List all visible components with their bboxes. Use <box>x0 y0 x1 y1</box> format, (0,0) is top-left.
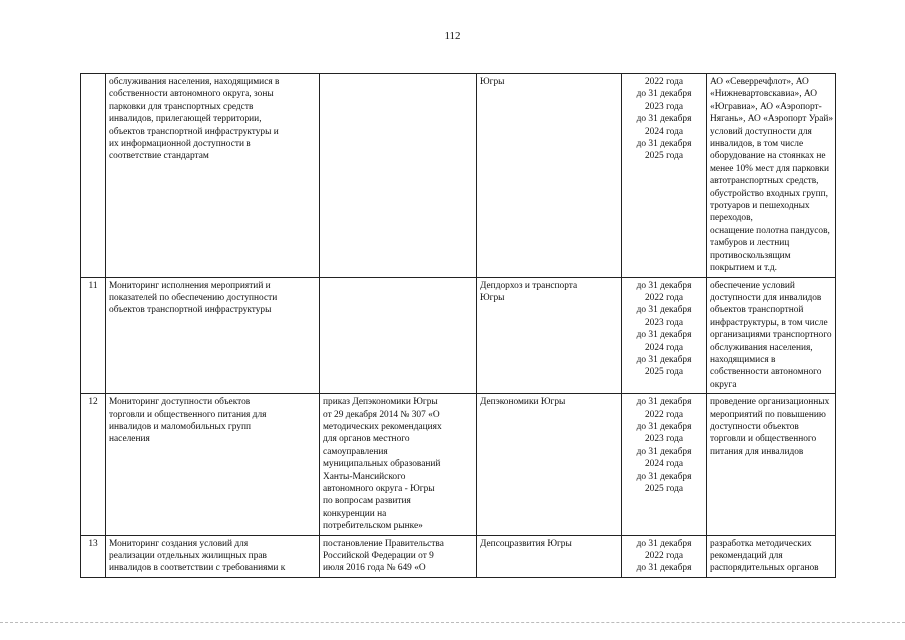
cell-text-line: до 31 декабря <box>636 139 692 150</box>
cell-text-line: 2025 года <box>644 484 684 494</box>
cell-text-line: от 29 декабря 2014 № 307 «О <box>323 409 440 420</box>
cell-text-line: Ханты-Мансийского <box>323 471 406 482</box>
measure-cell <box>106 74 320 278</box>
cell-text-line: 2022 года <box>644 409 684 420</box>
cell-text-line: Мониторинг создания условий для <box>109 538 249 549</box>
cell-text-line: собственности автономного округа, зоны <box>109 89 274 100</box>
cell-text-line: обеспечение условий <box>710 280 795 291</box>
table-row <box>81 394 836 535</box>
cell-text-line: до 31 декабря <box>636 280 692 291</box>
cell-text-line: самоуправления <box>323 446 388 457</box>
document-cell <box>320 394 477 535</box>
cell-text-line: июля 2016 года № 649 «О <box>323 563 426 574</box>
cell-text-line: доступности объектов <box>710 421 799 432</box>
cell-text-line: противоскользящим <box>710 250 791 261</box>
row-number-cell <box>81 74 106 278</box>
cell-text-line: для органов местного <box>323 434 410 445</box>
table-row <box>81 535 836 577</box>
cell-text-line: Нягань», АО «Аэропорт Урай» <box>710 114 834 125</box>
cell-text-line: Депсоцразвития Югры <box>480 538 572 549</box>
cell-text-line: 2023 года <box>644 101 684 112</box>
cell-text-line: 2024 года <box>644 126 684 137</box>
cell-text-line: до 31 декабря <box>636 89 692 100</box>
row-number-cell: 13 <box>81 535 106 577</box>
cell-text-line: 2025 года <box>644 151 684 162</box>
cell-text-line: собственности автономного <box>710 367 822 378</box>
cell-text-line: тротуаров и пешеходных <box>710 201 810 212</box>
cell-text-line: переходов, <box>710 213 753 224</box>
cell-text-line: соответствие стандартам <box>109 151 209 162</box>
cell-text-line: разработка методических <box>710 538 812 549</box>
cell-text-line: Мониторинг исполнения мероприятий и <box>109 280 271 291</box>
cell-text-line: 2022 года <box>644 77 684 87</box>
cell-text-line: обслуживания населения, <box>710 342 813 353</box>
cell-text-line: автономного округа - Югры <box>323 484 435 494</box>
cell-text-line: приказ Депэкономики Югры <box>323 397 438 408</box>
measure-cell <box>106 277 320 394</box>
cell-text-line: потребительском рынке» <box>323 521 423 532</box>
cell-text-line: рекомендаций для <box>710 551 783 562</box>
cell-text-line: их информационной доступности в <box>109 139 251 150</box>
cell-text-line: питания для инвалидов <box>710 446 804 457</box>
cell-text-line: до 31 декабря <box>636 421 692 432</box>
cell-text-line: инвалидов и маломобильных групп <box>109 421 252 432</box>
cell-text-line: обслуживания населения, находящимися в <box>109 77 280 87</box>
cell-text-line: автотранспортных средств, <box>710 176 819 187</box>
cell-text-line: обустройство входных групп, <box>710 188 828 199</box>
cell-text-line: менее 10% мест для парковки <box>710 163 829 174</box>
cell-text-line: торговли и общественного питания для <box>109 409 267 420</box>
cell-text-line: инфраструктуры, в том числе <box>710 317 828 328</box>
cell-text-line: по вопросам развития <box>323 496 411 507</box>
result-cell <box>707 394 836 535</box>
cell-text-line: 2023 года <box>644 434 684 445</box>
cell-text-line: торговли и общественного <box>710 434 817 445</box>
cell-text-line: конкуренции на <box>323 508 387 519</box>
deadline-cell <box>622 535 707 577</box>
result-cell <box>707 277 836 394</box>
cell-text-line: Мониторинг доступности объектов <box>109 397 251 408</box>
cell-text-line: находящимися в <box>710 354 776 365</box>
cell-text-line: АО «Северречфлот», АО <box>710 77 809 87</box>
measure-cell <box>106 535 320 577</box>
cell-text-line: тамбуров и лестниц <box>710 238 790 249</box>
cell-text-line: инвалидов, прилегающей территории, <box>109 114 262 125</box>
cell-text-line: округа <box>710 379 737 390</box>
deadline-cell <box>622 74 707 278</box>
cell-text-line: 2024 года <box>644 342 684 353</box>
page-number: 112 <box>444 30 461 42</box>
document-cell <box>320 535 477 577</box>
cell-text-line: 2024 года <box>644 459 684 470</box>
deadline-cell <box>622 394 707 535</box>
cell-text-line: «Нижневартовскавиа», АО <box>710 89 817 100</box>
cell-text-line: до 31 декабря <box>636 397 692 408</box>
deadline-cell <box>622 277 707 394</box>
measures-table <box>80 73 836 578</box>
cell-text-line: до 31 декабря <box>636 471 692 482</box>
cell-text-line: до 31 декабря <box>636 538 692 549</box>
cell-text-line: 2022 года <box>644 551 684 562</box>
document-cell <box>320 277 477 394</box>
cell-text-line: Депдорхоз и транспорта <box>480 280 578 291</box>
cell-text-line: Депэкономики Югры <box>480 397 566 408</box>
cell-text-line: объектов транспортной <box>710 305 804 316</box>
cell-text-line: до 31 декабря <box>636 305 692 316</box>
cell-text-line: до 31 декабря <box>636 114 692 125</box>
cell-text-line: Российской Федерации от 9 <box>323 551 434 562</box>
cell-text-line: до 31 декабря <box>636 446 692 457</box>
cell-text-line: оснащение полотна пандусов, <box>710 225 830 236</box>
cell-text-line: организациями транспортного <box>710 330 832 341</box>
result-cell <box>707 74 836 278</box>
table-row <box>81 277 836 394</box>
cell-text-line: реализации отдельных жилищных прав <box>109 551 267 562</box>
cell-text-line: «Югравиа», АО «Аэропорт- <box>710 101 822 112</box>
cell-text-line: оборудование на стоянках не <box>710 151 826 162</box>
cell-text-line: населения <box>109 434 150 445</box>
executor-cell <box>477 535 622 577</box>
measure-cell <box>106 394 320 535</box>
cell-text-line: 2023 года <box>644 317 684 328</box>
row-number-cell: 12 <box>81 394 106 535</box>
row-number-cell: 11 <box>81 277 106 394</box>
executor-cell <box>477 277 622 394</box>
cell-text-line: распорядительных органов <box>710 563 819 574</box>
result-cell <box>707 535 836 577</box>
cell-text-line: объектов транспортной инфраструктуры <box>109 305 272 316</box>
cell-text-line: показателей по обеспечению доступности <box>109 292 278 303</box>
scan-edge-line <box>0 622 905 623</box>
cell-text-line: муниципальных образований <box>323 459 441 470</box>
cell-text-line: инвалидов, в том числе <box>710 139 804 150</box>
cell-text-line: методических рекомендациях <box>323 421 442 432</box>
cell-text-line: Югры <box>480 292 505 303</box>
cell-text-line: покрытием и т.д. <box>710 263 778 274</box>
table-row <box>81 74 836 278</box>
cell-text-line: 2022 года <box>644 292 684 303</box>
cell-text-line: до 31 декабря <box>636 354 692 365</box>
cell-text-line: постановление Правительства <box>323 538 444 549</box>
cell-text-line: объектов транспортной инфраструктуры и <box>109 126 279 137</box>
cell-text-line: мероприятий по повышению <box>710 409 826 420</box>
cell-text-line: доступности для инвалидов <box>710 292 822 303</box>
executor-cell <box>477 74 622 278</box>
cell-text-line: 2025 года <box>644 367 684 378</box>
executor-cell <box>477 394 622 535</box>
cell-text-line: до 31 декабря <box>636 330 692 341</box>
cell-text-line: условий доступности для <box>710 126 812 137</box>
cell-text-line: Югры <box>480 77 505 87</box>
cell-text-line: инвалидов в соответствии с требованиями к <box>109 563 286 574</box>
cell-text-line: до 31 декабря <box>636 563 692 574</box>
document-cell <box>320 74 477 278</box>
cell-text-line: парковки для транспортных средств <box>109 101 254 112</box>
cell-text-line: проведение организационных <box>710 397 830 408</box>
